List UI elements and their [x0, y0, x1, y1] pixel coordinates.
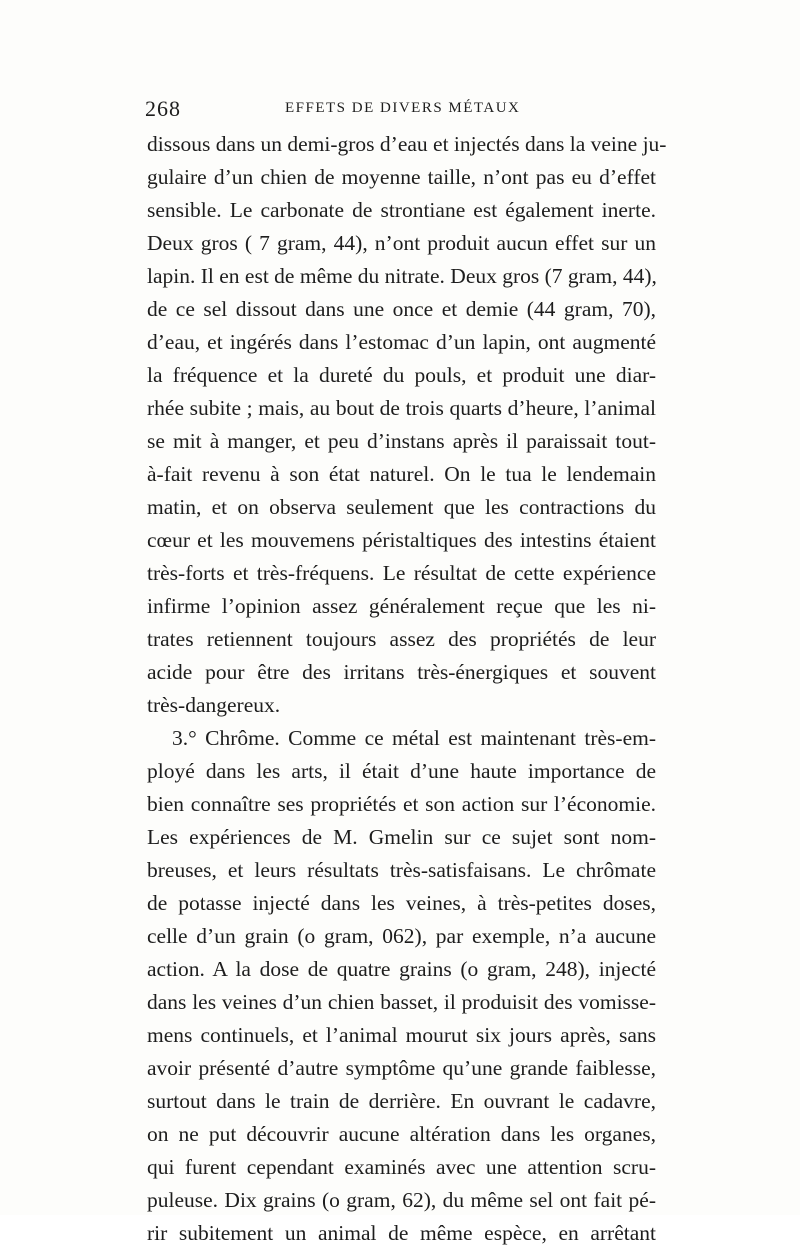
text-line: trates retiennent toujours assez des propriétés de leur [147, 627, 656, 651]
text-line: on ne put découvrir aucune altération dans les organes, [147, 1122, 656, 1146]
text-line: action. A la dose de quatre grains (o gram, 248), injecté [147, 957, 656, 981]
text-line: matin, et on observa seulement que les contractions du [147, 495, 656, 519]
text-line: bien connaître ses propriétés et son action sur l’économie. [147, 792, 656, 816]
text-line: très-forts et très-fréquens. Le résultat de cette expérience [147, 561, 656, 585]
text-line: de potasse injecté dans les veines, à très-petites doses, [147, 891, 656, 915]
text-line: la fréquence et la dureté du pouls, et produit une diar- [147, 363, 656, 387]
text-line: ployé dans les arts, il était d’une haute importance de [147, 759, 656, 783]
text-line: d’eau, et ingérés dans l’estomac d’un lapin, ont augmenté [147, 330, 656, 354]
text-line: avoir présenté d’autre symptôme qu’une grande faiblesse, [147, 1056, 656, 1080]
page-number: 268 [145, 96, 181, 121]
text-line: puleuse. Dix grains (o gram, 62), du même sel ont fait pé- [147, 1188, 656, 1212]
text-line: Les expériences de M. Gmelin sur ce sujet sont nom- [147, 825, 656, 849]
text-line: de ce sel dissout dans une once et demie (44 gram, 70), [147, 297, 656, 321]
text-line: se mit à manger, et peu d’instans après il paraissait tout- [147, 429, 656, 453]
text-line: Deux gros ( 7 gram, 44), n’ont produit aucun effet sur un [147, 231, 656, 255]
text-line: surtout dans le train de derrière. En ouvrant le cadavre, [147, 1089, 656, 1113]
page-header [145, 96, 655, 126]
text-line: dans les veines d’un chien basset, il produisit des vomisse- [147, 990, 656, 1014]
text-line: très-dangereux. [147, 693, 281, 717]
text-line: sensible. Le carbonate de strontiane est également inerte. [147, 198, 656, 222]
text-line: dissous dans un demi-gros d’eau et injectés dans la veine ju- [147, 132, 667, 156]
text-line: rir subitement un animal de même espèce, en arrêtant [147, 1221, 656, 1245]
text-line: rhée subite ; mais, au bout de trois quarts d’heure, l’animal [147, 396, 656, 420]
text-line: celle d’un grain (o gram, 062), par exemple, n’a aucune [147, 924, 656, 948]
text-line: gulaire d’un chien de moyenne taille, n’ont pas eu d’effet [147, 165, 656, 189]
text-line: infirme l’opinion assez généralement reçue que les ni- [147, 594, 656, 618]
running-title: EFFETS DE DIVERS MÉTAUX [285, 100, 521, 116]
text-line: qui furent cependant examinés avec une attention scru- [147, 1155, 656, 1179]
text-line: 3.° Chrôme. Comme ce métal est maintenant très-em- [172, 726, 656, 750]
body-text [147, 128, 667, 1250]
text-line: breuses, et leurs résultats très-satisfaisans. Le chrômate [147, 858, 656, 882]
text-line: à-fait revenu à son état naturel. On le tua le lendemain [147, 462, 656, 486]
text-line: acide pour être des irritans très-énergiques et souvent [147, 660, 656, 684]
text-line: cœur et les mouvemens péristaltiques des intestins étaient [147, 528, 656, 552]
text-line: mens continuels, et l’animal mourut six jours après, sans [147, 1023, 656, 1047]
text-line: lapin. Il en est de même du nitrate. Deux gros (7 gram, 44), [147, 264, 657, 288]
